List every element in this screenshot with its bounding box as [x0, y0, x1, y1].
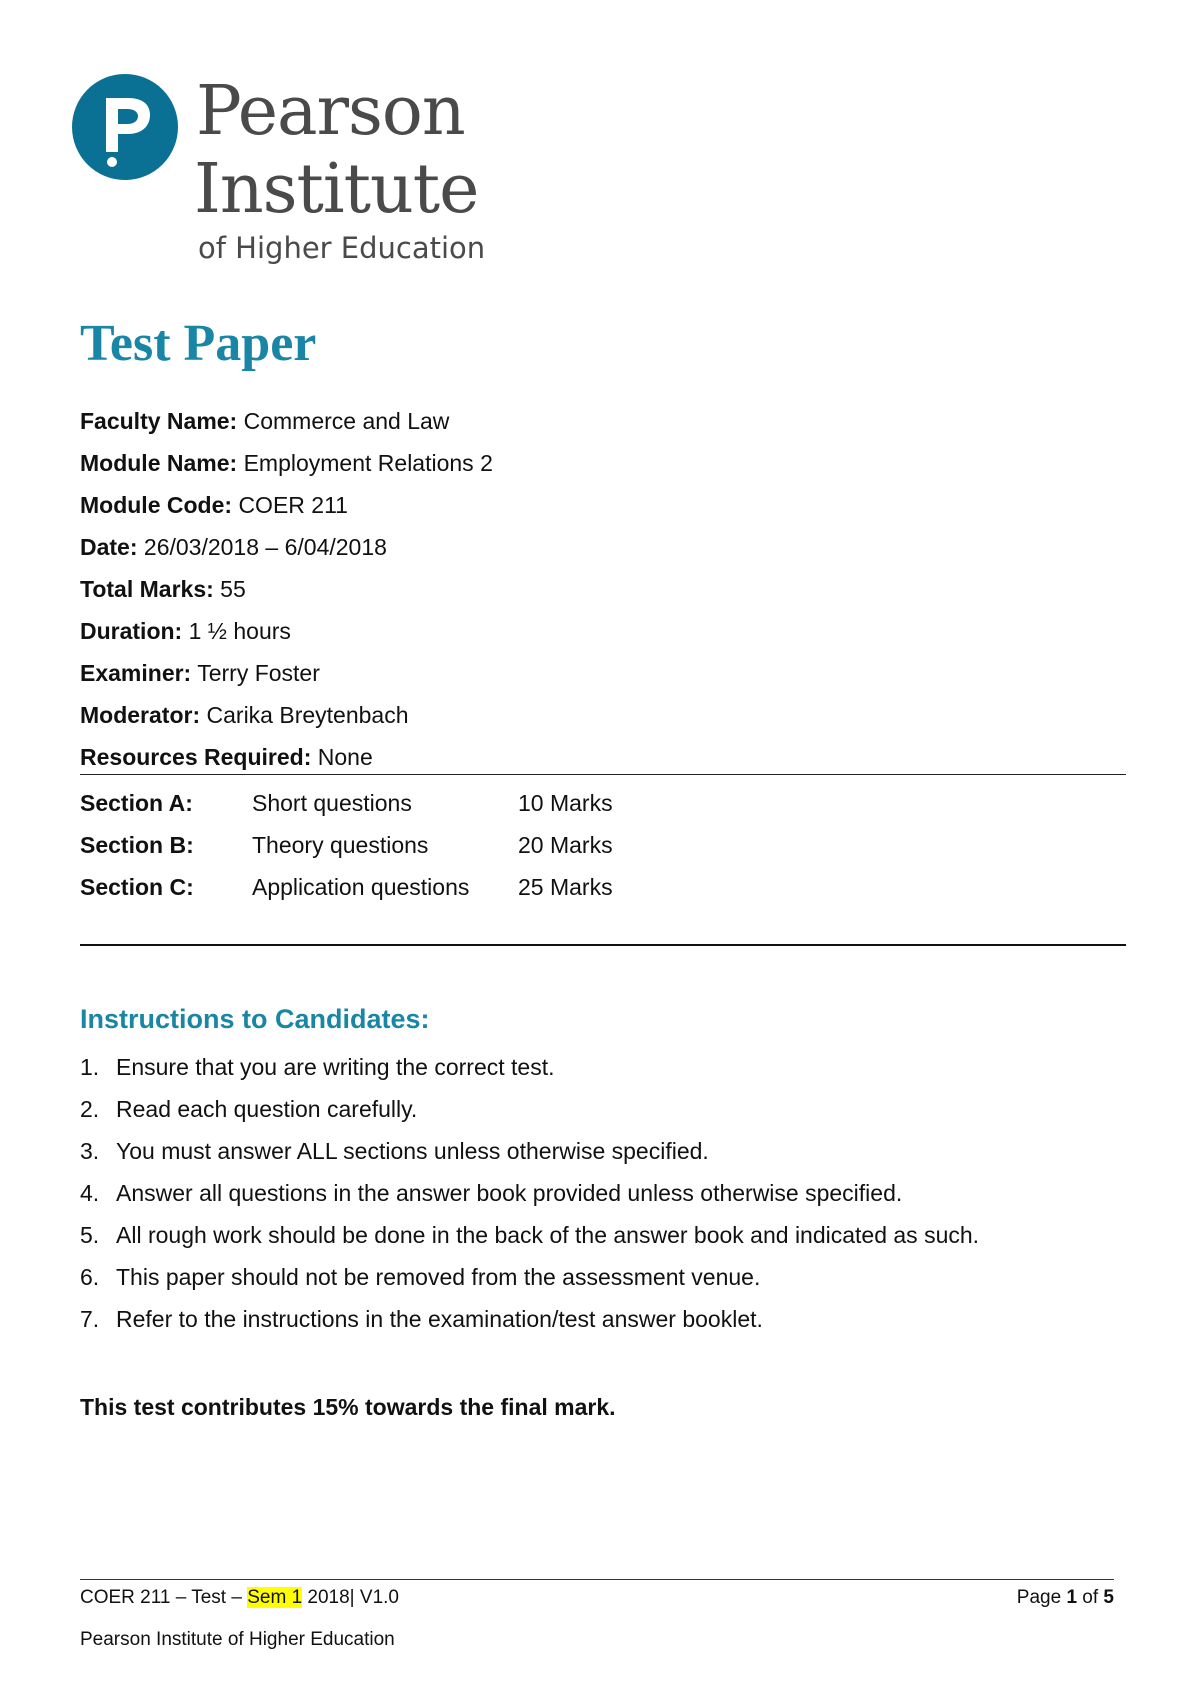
- footer-page-current: 1: [1066, 1587, 1078, 1608]
- meta-label: Total Marks:: [80, 576, 214, 602]
- section-b-marks: 20 Marks: [518, 832, 613, 858]
- section-a-desc: Short questions: [252, 790, 412, 816]
- contribution-note: This test contributes 15% towards the final mark.: [80, 1394, 616, 1420]
- meta-value: Terry Foster: [197, 660, 320, 686]
- logo-wordmark-institute: Institute: [194, 150, 479, 229]
- section-c-marks: 25 Marks: [518, 874, 613, 900]
- instruction-number: 3.: [80, 1138, 100, 1164]
- meta-examiner: [80, 662, 320, 685]
- logo-wordmark-pearson: Pearson: [196, 72, 465, 151]
- meta-value: COER 211: [238, 492, 348, 518]
- meta-value: Carika Breytenbach: [206, 702, 409, 728]
- instruction-text: Answer all questions in the answer book provided unless otherwise specified.: [116, 1180, 903, 1206]
- footer-suffix: 2018| V1.0: [302, 1587, 399, 1608]
- instruction-number: 6.: [80, 1264, 100, 1290]
- instruction-text: Refer to the instructions in the examination/test answer booklet.: [116, 1306, 763, 1332]
- meta-value: None: [317, 744, 373, 770]
- section-c-desc: Application questions: [252, 874, 470, 900]
- footer-page-number: [1017, 1588, 1114, 1607]
- section-b-desc: Theory questions: [252, 832, 429, 858]
- meta-value: Commerce and Law: [243, 408, 450, 434]
- instruction-text: All rough work should be done in the back of the answer book and indicated as such.: [116, 1222, 980, 1248]
- instruction-text: Ensure that you are writing the correct test.: [116, 1054, 555, 1080]
- instruction-number: 2.: [80, 1096, 100, 1122]
- meta-date: [80, 536, 387, 559]
- footer-divider: [80, 1579, 1114, 1580]
- divider: [80, 774, 1126, 775]
- logo-wordmark-subtitle: of Higher Education: [198, 231, 486, 265]
- divider: [80, 944, 1126, 946]
- meta-resources: [80, 746, 373, 769]
- section-b-label: Section B:: [80, 832, 194, 858]
- footer-prefix: COER 211 – Test –: [80, 1587, 248, 1608]
- instruction-number: 7.: [80, 1306, 100, 1332]
- meta-faculty: [80, 410, 449, 433]
- meta-value: Employment Relations 2: [243, 450, 493, 476]
- instruction-text: Read each question carefully.: [116, 1096, 418, 1122]
- meta-label: Faculty Name:: [80, 408, 238, 434]
- meta-moderator: [80, 704, 409, 727]
- meta-label: Duration:: [80, 618, 183, 644]
- instructions-heading: Instructions to Candidates:: [80, 1004, 430, 1034]
- meta-value: 26/03/2018 – 6/04/2018: [143, 534, 387, 560]
- meta-module-code: [80, 494, 348, 517]
- section-c-label: Section C:: [80, 874, 194, 900]
- footer-document-id: [80, 1588, 399, 1607]
- section-a-label: Section A:: [80, 790, 193, 816]
- instruction-text: This paper should not be removed from the assessment venue.: [116, 1264, 761, 1290]
- meta-label: Module Code:: [80, 492, 233, 518]
- footer-institution: Pearson Institute of Higher Education: [80, 1629, 395, 1650]
- meta-value: 55: [220, 576, 246, 602]
- meta-value: 1 ½ hours: [188, 618, 291, 644]
- meta-label: Moderator:: [80, 702, 201, 728]
- instruction-number: 1.: [80, 1054, 100, 1080]
- meta-module-name: [80, 452, 493, 475]
- section-a-marks: 10 Marks: [518, 790, 613, 816]
- meta-duration: [80, 620, 291, 643]
- pearson-logo-icon: [72, 74, 178, 180]
- meta-label: Date:: [80, 534, 138, 560]
- page-title: Test Paper: [80, 315, 317, 372]
- footer-page-word: Page: [1016, 1587, 1067, 1608]
- instruction-number: 5.: [80, 1222, 100, 1248]
- meta-label: Module Name:: [80, 450, 238, 476]
- meta-label: Examiner:: [80, 660, 192, 686]
- footer-highlight: Sem 1: [247, 1587, 303, 1608]
- meta-total-marks: [80, 578, 246, 601]
- meta-label: Resources Required:: [80, 744, 312, 770]
- footer-page-total: 5: [1103, 1587, 1114, 1608]
- instruction-number: 4.: [80, 1180, 100, 1206]
- instruction-text: You must answer ALL sections unless otherwise specified.: [116, 1138, 709, 1164]
- footer-of-word: of: [1077, 1587, 1104, 1608]
